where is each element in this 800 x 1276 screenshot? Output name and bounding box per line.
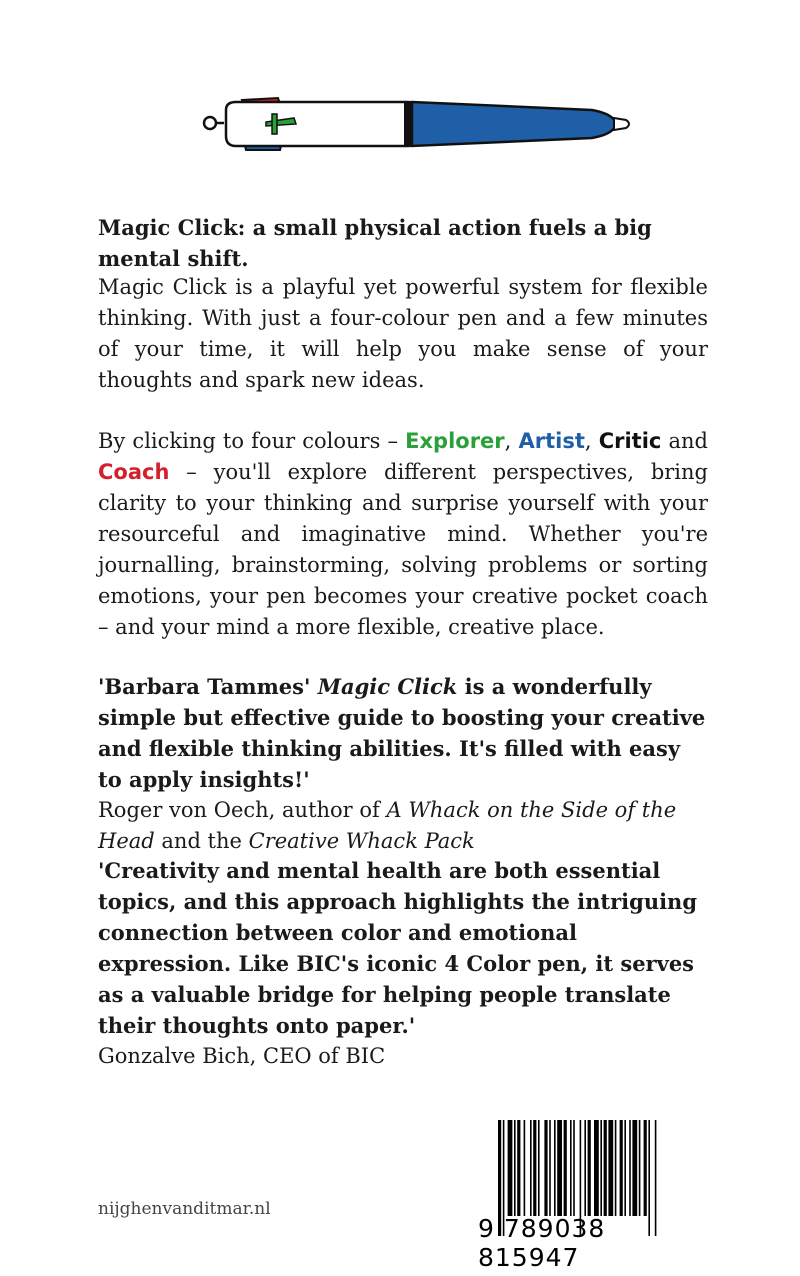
barcode-bar [544, 1120, 547, 1216]
quote-gonzalve-bich [98, 855, 708, 1072]
barcode-bar [517, 1120, 520, 1216]
colours-intro: By clicking to four colours – [98, 429, 406, 453]
description-paragraph: Magic Click is a playful yet powerful system for flexible thinking. With just a four-colour pen and a few minutes of your time, it will help you make sense of your thoughts and spark new ideas. [98, 275, 708, 392]
barcode-bar [588, 1120, 591, 1216]
work-title: Creative Whack Pack [248, 829, 475, 853]
barcode-bar [639, 1120, 641, 1216]
barcode-bar [615, 1120, 617, 1216]
quote-roger-von-oech [98, 671, 708, 857]
barcode-bar [604, 1120, 607, 1216]
barcode-bar [629, 1120, 631, 1216]
book-title: Magic Click [317, 674, 458, 699]
barcode-bar [584, 1120, 586, 1216]
barcode-bar [608, 1120, 613, 1216]
isbn-number: 9 789038 815947 [478, 1214, 606, 1272]
headline: Magic Click: a small physical action fuels a big mental shift. [98, 215, 652, 271]
barcode-bar [600, 1120, 602, 1216]
barcode-bar [549, 1120, 551, 1216]
barcode-bar [524, 1120, 526, 1216]
separator: and [661, 429, 708, 453]
barcode-bar [554, 1120, 556, 1216]
artist-label: Artist [518, 429, 585, 453]
colours-paragraph [98, 426, 708, 643]
explorer-label: Explorer [405, 429, 505, 453]
barcode-bar [564, 1120, 567, 1216]
barcode-bar [624, 1120, 626, 1216]
barcode-bar [573, 1120, 575, 1216]
work-title: A Whack on the Side of the Head [98, 798, 677, 853]
barcode-bar [570, 1120, 572, 1216]
barcode-bar [644, 1120, 647, 1216]
barcode-bar [533, 1120, 536, 1216]
barcode-bar [557, 1120, 562, 1216]
barcode-bar [538, 1120, 540, 1216]
barcode-bar [514, 1120, 516, 1216]
barcode-bar [620, 1120, 623, 1216]
coach-label: Coach [98, 460, 170, 484]
barcode-bar [508, 1120, 513, 1216]
quote-text: 'Creativity and mental health are both essential topics, and this approach highlights the intriguing connection between color and emotional expression. Like BIC's iconic 4 Color pen, it serves as a valuable bridge for helping people translate their thoughts onto paper.' [98, 858, 698, 1038]
barcode-bar [632, 1120, 637, 1216]
colours-rest: – you'll explore different perspectives, bring clarity to your thinking and surprise yourself with your resourceful and imaginative mind. Whether you're journalling, brainstorming, solving problems or sorting emotions, your pen becomes your creative pocket coach – and your mind a more flexible, creative place. [98, 460, 708, 639]
separator: , [504, 429, 519, 453]
barcode-bar [530, 1120, 532, 1216]
quote-attribution: Gonzalve Bich, CEO of BIC [98, 1044, 386, 1068]
quote-text: 'Barbara Tammes' Magic Click is a wonderfully simple but effective guide to boosting your creative and flexible thinking abilities. It's filled with easy to apply insights!' [98, 674, 706, 792]
quote-attribution: Roger von Oech, author of A Whack on the Side of the Head and the Creative Whack Pack [98, 798, 677, 853]
publisher-website: nijghenvanditmar.nl [98, 1199, 271, 1219]
barcode-bar [594, 1120, 599, 1216]
four-colour-pen-icon [196, 80, 636, 170]
critic-label: Critic [598, 429, 662, 453]
separator: , [584, 429, 599, 453]
